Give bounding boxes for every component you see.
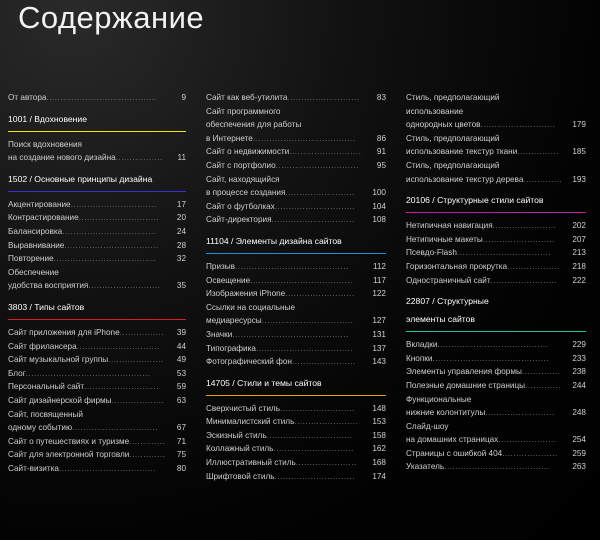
toc-leader-dots: ....................... — [291, 357, 356, 367]
toc-entry[interactable] — [406, 448, 586, 460]
toc-chapter[interactable] — [206, 377, 386, 396]
toc-leader-dots: ......................... — [285, 188, 355, 198]
toc-entry[interactable] — [206, 261, 386, 273]
toc-leader-dots: ................... — [507, 261, 560, 271]
toc-leader-dots: ...................... — [295, 458, 357, 468]
toc-leader-dots: .............................. — [271, 215, 355, 225]
toc-chapter-rule — [8, 319, 186, 320]
toc-entry-label: Сайт для электронной торговли — [8, 450, 130, 460]
toc-columns — [0, 92, 600, 484]
toc-entry[interactable] — [406, 247, 586, 259]
toc-leader-dots: .............................. — [275, 160, 359, 170]
toc-page-number: 75 — [176, 450, 186, 460]
toc-entry[interactable] — [8, 240, 186, 252]
toc-entry[interactable] — [406, 106, 586, 118]
toc-chapter-rule — [8, 191, 186, 192]
toc-entry-label: Ссылки на социальные — [206, 302, 296, 312]
toc-entry-label: Выравнивание — [8, 240, 65, 250]
toc-page-number: 71 — [176, 436, 186, 446]
toc-page-number: 38 — [8, 301, 18, 312]
toc-entry-label: Псевдо-Flash — [406, 248, 457, 258]
toc-leader-dots: ............................. — [78, 213, 160, 223]
toc-entry-label: Эскизный стиль — [206, 430, 267, 440]
toc-entry[interactable] — [206, 106, 386, 118]
toc-entry-label: Минималистский стиль — [206, 417, 295, 427]
toc-entry-label: одному событию — [8, 423, 73, 433]
toc-page-number: 24 — [176, 226, 186, 236]
toc-entry-label: использование текстур ткани — [406, 147, 518, 157]
toc-entry-label: Сайт приложения для iPhone — [8, 327, 120, 337]
toc-entry-label: Призыв — [206, 261, 236, 271]
toc-leader-dots: ......................................... — [235, 261, 349, 271]
toc-entry-label: Сайт программного — [206, 106, 281, 116]
toc-entry-label: удобства восприятия — [8, 281, 89, 291]
toc-leader-dots: .......................................... — [432, 353, 549, 363]
toc-chapter-title — [8, 301, 186, 316]
toc-leader-dots: ......................... — [285, 289, 355, 299]
toc-chapter-rule — [8, 131, 186, 132]
toc-entry[interactable] — [206, 457, 386, 469]
toc-leader-dots: .......................... — [88, 281, 161, 291]
toc-entry-label: Сверхчистый стиль — [206, 403, 280, 413]
toc-page-number: 174 — [372, 471, 386, 481]
toc-leader-dots: .................................. — [62, 226, 157, 236]
toc-entry-label: Элементы управления формы — [406, 367, 522, 377]
toc-entry-label: Стиль, предполагающий — [406, 93, 500, 102]
toc-page-number: 168 — [372, 458, 386, 468]
toc-page-number: 244 — [572, 380, 586, 390]
toc-leader-dots: ......................... — [485, 408, 555, 418]
toc-entry[interactable] — [8, 92, 186, 104]
toc-entry-label: Контрастирование — [8, 213, 79, 223]
toc-entry[interactable] — [8, 152, 186, 164]
toc-entry[interactable] — [406, 421, 586, 433]
toc-chapter[interactable] — [406, 295, 586, 332]
toc-page-number: 86 — [376, 133, 386, 143]
toc-page-number: 91 — [376, 147, 386, 157]
toc-leader-dots: ........................................ — [437, 340, 549, 350]
toc-page-number: 201 — [406, 195, 421, 206]
toc-leader-dots: ..................................... — [53, 254, 157, 264]
toc-page-number: 158 — [372, 430, 386, 440]
toc-page-number: 137 — [372, 343, 386, 353]
toc-page-number: 207 — [572, 234, 586, 244]
toc-column-1 — [0, 92, 200, 484]
toc-chapter[interactable] — [8, 173, 186, 192]
toc-entry[interactable] — [406, 366, 586, 378]
toc-chapter-label: 06 / Структурные стили сайтов — [420, 195, 544, 206]
toc-entry[interactable] — [406, 92, 586, 104]
toc-entry-label: Сайт-директория — [206, 215, 272, 225]
toc-entry[interactable] — [406, 380, 586, 392]
toc-chapter-rule — [406, 331, 586, 332]
toc-entry[interactable] — [206, 174, 386, 186]
toc-page-number: 213 — [572, 248, 586, 258]
toc-chapter-title — [206, 377, 386, 392]
toc-leader-dots: ................................... — [58, 463, 157, 473]
toc-entry-label: Горизонтальная прокрутка — [406, 261, 508, 271]
toc-entry-label: Слайд-шоу — [406, 421, 449, 431]
toc-entry-label: Нетипичная навигация — [406, 221, 493, 231]
toc-entry-label: Указатель — [406, 462, 445, 472]
toc-leader-dots: ............................. — [274, 201, 356, 211]
toc-entry-label: Блог — [8, 368, 26, 378]
toc-leader-dots: ............................. — [274, 471, 355, 481]
toc-chapter-title — [406, 295, 586, 310]
toc-leader-dots: ............. — [129, 436, 166, 446]
toc-page-number: 67 — [176, 423, 186, 433]
toc-page-number: 131 — [372, 329, 386, 339]
toc-entry[interactable] — [8, 463, 186, 475]
toc-entry[interactable] — [8, 139, 186, 151]
toc-entry[interactable] — [206, 471, 386, 483]
toc-entry-label: Сайт о недвижимости — [206, 147, 290, 157]
toc-page-number: 202 — [572, 221, 586, 231]
toc-page-number: 100 — [372, 188, 386, 198]
toc-page-number: 117 — [372, 275, 386, 285]
toc-entry[interactable] — [206, 443, 386, 455]
toc-page-number: 11 — [177, 153, 186, 163]
toc-chapter-title — [206, 235, 386, 250]
toc-page-number: 53 — [176, 368, 186, 378]
toc-page-number: 229 — [572, 340, 586, 350]
toc-entry[interactable] — [8, 354, 186, 366]
toc-entry[interactable] — [406, 275, 586, 287]
toc-entry-label: Сайт фрилансера — [8, 341, 77, 351]
toc-entry[interactable] — [8, 381, 186, 393]
toc-entry-label: использование текстур дерева — [406, 174, 524, 184]
toc-chapter-label: 03 / Типы сайтов — [17, 301, 85, 312]
toc-page-number: 108 — [372, 215, 386, 225]
toc-entry[interactable] — [8, 409, 186, 421]
toc-entry-label: Нетипичные макеты — [406, 234, 483, 244]
toc-entry[interactable] — [206, 214, 386, 226]
toc-page-number: 95 — [376, 160, 386, 170]
toc-entry-label: Сайт о футболках — [206, 201, 275, 211]
toc-leader-dots: ................. — [115, 153, 163, 163]
toc-chapter-title — [8, 113, 186, 128]
toc-leader-dots: ........................... — [279, 403, 355, 413]
toc-entry-label: на создание нового дизайна — [8, 153, 116, 163]
toc-leader-dots: .......................... — [482, 234, 555, 244]
toc-entry-label: Балансировка — [8, 226, 63, 236]
toc-leader-dots: ..................................... — [250, 275, 353, 285]
toc-entry-label: использование — [406, 106, 464, 116]
toc-leader-dots: ............... — [517, 147, 559, 157]
toc-leader-dots: .................... — [108, 355, 164, 365]
toc-entry-label: в процессе создания — [206, 188, 286, 198]
toc-entry-label: Фотографический фон — [206, 357, 292, 367]
toc-leader-dots: ............................. — [273, 444, 354, 454]
toc-entry[interactable] — [206, 430, 386, 442]
toc-entry-label: От автора — [8, 93, 47, 102]
page-title: Содержание — [18, 0, 205, 35]
toc-leader-dots: ..................... — [498, 435, 557, 445]
toc-entry-label: Полезные домашние страницы — [406, 380, 526, 390]
toc-entry-label: в Интернете — [206, 133, 253, 143]
toc-column-2 — [200, 92, 400, 484]
toc-entry[interactable] — [206, 92, 386, 104]
toc-leader-dots: ........................ — [490, 275, 558, 285]
toc-leader-dots: ............................... — [70, 199, 157, 209]
toc-entry-label: Функциональные — [406, 394, 472, 404]
toc-page-number: 35 — [176, 281, 186, 291]
toc-leader-dots: .......................................... — [232, 329, 349, 339]
toc-chapter-rule — [406, 212, 586, 213]
toc-leader-dots: ................................... — [255, 343, 354, 353]
toc-leader-dots: ............................... — [72, 423, 159, 433]
toc-page-number: 193 — [572, 174, 586, 184]
toc-entry-label: Шрифтовой стиль — [206, 471, 275, 481]
toc-entry[interactable] — [406, 461, 586, 473]
toc-page-number: 63 — [176, 395, 186, 405]
toc-chapter-label: 07 / Структурные — [420, 296, 489, 307]
toc-chapter-label-cont: элементы сайтов — [406, 314, 475, 325]
toc-entry[interactable] — [8, 212, 186, 224]
toc-leader-dots: ............................... — [266, 430, 353, 440]
toc-page-number: 143 — [372, 357, 386, 367]
toc-page-number: 148 — [372, 403, 386, 413]
toc-entry[interactable] — [8, 436, 186, 448]
toc-entry-label: медиаресурсы — [206, 316, 262, 326]
toc-entry-label: Обеспечение — [8, 267, 59, 277]
toc-chapter[interactable] — [8, 113, 186, 132]
toc-entry[interactable] — [406, 146, 586, 158]
toc-page-number: 80 — [176, 463, 186, 473]
toc-entry[interactable] — [206, 329, 386, 341]
toc-entry[interactable] — [206, 416, 386, 428]
toc-entry[interactable] — [8, 226, 186, 238]
toc-leader-dots: ............. — [525, 380, 562, 390]
toc-entry[interactable] — [406, 407, 586, 419]
toc-page-number: 179 — [572, 120, 586, 130]
toc-page-number: 162 — [372, 444, 386, 454]
toc-entry-label: Стиль, предполагающий — [406, 133, 500, 143]
toc-entry-label: Вкладки — [406, 340, 438, 350]
toc-chapter-label: 02 / Основные принципы дизайна — [17, 173, 153, 184]
toc-page-number: 32 — [176, 254, 186, 264]
toc-page-number: 15 — [8, 173, 18, 184]
toc-entry[interactable] — [8, 341, 186, 353]
toc-leader-dots: .............. — [521, 367, 561, 377]
toc-entry[interactable] — [206, 275, 386, 287]
toc-page-number: 17 — [176, 199, 186, 209]
toc-entry[interactable] — [406, 261, 586, 273]
toc-entry[interactable] — [406, 160, 586, 172]
toc-entry[interactable] — [406, 220, 586, 232]
toc-entry-label: Сайт-визитка — [8, 463, 59, 473]
toc-leader-dots: .......................... — [287, 93, 360, 102]
toc-entry[interactable] — [206, 187, 386, 199]
toc-page-number: 10 — [8, 113, 18, 124]
toc-leader-dots: ............. — [129, 450, 166, 460]
toc-page-number: 112 — [372, 261, 386, 271]
toc-leader-dots: ..................................... — [252, 133, 356, 143]
toc-page-number: 127 — [372, 316, 386, 326]
toc-entry[interactable] — [8, 422, 186, 434]
toc-page-number: 28 — [176, 240, 186, 250]
toc-entry-label: Акцентирование — [8, 199, 71, 209]
toc-entry[interactable] — [206, 302, 386, 314]
toc-leader-dots: ................................. — [261, 316, 354, 326]
toc-entry-label: Изображения iPhone — [206, 289, 286, 299]
toc-leader-dots: .............................. — [76, 341, 160, 351]
toc-entry-label: на домашних страницах — [406, 435, 499, 445]
toc-entry[interactable] — [8, 253, 186, 265]
toc-page-number: 83 — [376, 93, 386, 102]
toc-page-number: 218 — [572, 261, 586, 271]
toc-entry-label: Кнопки — [406, 353, 433, 363]
toc-page-number: 39 — [176, 327, 186, 337]
toc-entry[interactable] — [8, 368, 186, 380]
toc-leader-dots: ........................... — [84, 382, 159, 392]
toc-page-number: 233 — [572, 353, 586, 363]
toc-page-number: 228 — [406, 296, 421, 307]
toc-entry[interactable] — [8, 280, 186, 292]
toc-page-number: 254 — [572, 435, 586, 445]
toc-chapter[interactable] — [8, 301, 186, 320]
toc-page-number: 153 — [372, 417, 386, 427]
toc-page-number: 9 — [181, 93, 186, 102]
toc-entry[interactable] — [206, 315, 386, 327]
toc-leader-dots: .................................. — [64, 240, 159, 250]
toc-entry[interactable] — [8, 267, 186, 279]
toc-entry-label: Иллюстративный стиль — [206, 458, 296, 468]
toc-entry-label: Сайт музыкальной группы — [8, 355, 109, 365]
toc-entry[interactable] — [406, 339, 586, 351]
toc-entry-label: Поиск вдохновения — [8, 139, 82, 149]
toc-page-number: 20 — [176, 213, 186, 223]
toc-page-number: 259 — [572, 448, 586, 458]
toc-entry[interactable] — [406, 434, 586, 446]
toc-entry-label: однородных цветов — [406, 120, 481, 130]
toc-entry[interactable] — [406, 174, 586, 186]
toc-entry[interactable] — [206, 356, 386, 368]
toc-chapter-label: 01 / Вдохновение — [17, 113, 88, 124]
toc-chapter-label: 04 / Элементы дизайна сайтов — [219, 235, 342, 246]
toc-entry[interactable] — [206, 201, 386, 213]
toc-entry[interactable] — [8, 449, 186, 461]
toc-leader-dots: ................... — [111, 395, 165, 405]
toc-entry[interactable] — [406, 353, 586, 365]
toc-leader-dots: .................................. — [456, 248, 552, 258]
toc-entry-label: Сайт с портфолио — [206, 160, 276, 170]
toc-entry[interactable] — [8, 199, 186, 211]
toc-entry-label: Сайт как веб-утилита — [206, 93, 288, 102]
toc-entry-label: Одностраничный сайт — [406, 275, 491, 285]
toc-page-number: 104 — [372, 201, 386, 211]
toc-entry[interactable] — [8, 327, 186, 339]
toc-page-number: 111 — [206, 235, 220, 246]
toc-leader-dots: ........................................ — [46, 93, 158, 102]
toc-chapter-title — [8, 173, 186, 188]
toc-entry[interactable] — [406, 119, 586, 131]
toc-chapter-title — [406, 194, 586, 209]
toc-page-number: 185 — [572, 147, 586, 157]
toc-entry[interactable] — [206, 343, 386, 355]
toc-page-number: 238 — [572, 367, 586, 377]
toc-entry-label: Повторение — [8, 254, 54, 264]
toc-entry[interactable] — [206, 403, 386, 415]
toc-entry[interactable] — [406, 133, 586, 145]
toc-entry[interactable] — [8, 395, 186, 407]
toc-chapter[interactable] — [406, 194, 586, 213]
toc-entry-label: Сайт дизайнерской фирмы — [8, 395, 112, 405]
toc-entry-label: Страницы с ошибкой 404 — [406, 448, 503, 458]
toc-page-number: 248 — [572, 408, 586, 418]
toc-leader-dots: ................ — [119, 327, 165, 337]
toc-page-number: 147 — [206, 377, 221, 388]
toc-leader-dots: ............................................. — [25, 368, 151, 378]
toc-leader-dots: ....................... — [294, 417, 359, 427]
toc-entry-label: Сайт о путешествиях и туризме — [8, 436, 130, 446]
toc-entry-label: Сайт, посвященный — [8, 409, 83, 419]
toc-entry[interactable] — [406, 234, 586, 246]
toc-entry-label: Персональный сайт — [8, 382, 85, 392]
toc-page-number: 44 — [176, 341, 186, 351]
toc-entry[interactable] — [406, 394, 586, 406]
toc-leader-dots: .............. — [523, 174, 563, 184]
toc-page-number: 59 — [176, 382, 186, 392]
toc-entry-label: Сайт, находящийся — [206, 174, 280, 184]
toc-leader-dots: ........................... — [480, 120, 556, 130]
toc-entry-label: Стиль, предполагающий — [406, 160, 500, 170]
toc-entry[interactable] — [206, 133, 386, 145]
toc-entry[interactable] — [206, 160, 386, 172]
toc-column-3 — [400, 92, 600, 484]
toc-entry[interactable] — [206, 146, 386, 158]
toc-entry[interactable] — [206, 288, 386, 300]
toc-leader-dots: .......................... — [289, 147, 362, 157]
toc-entry-label: Коллажный стиль — [206, 444, 274, 454]
toc-entry[interactable] — [206, 119, 386, 131]
toc-chapter-label: 05 / Стили и темы сайтов — [220, 377, 322, 388]
toc-page-number: 122 — [372, 289, 386, 299]
toc-chapter-rule — [206, 253, 386, 254]
toc-page-number: 263 — [572, 462, 586, 472]
toc-entry-label: Типографика — [206, 343, 256, 353]
toc-entry-label: обеспечения для работы — [206, 120, 302, 130]
toc-chapter[interactable] — [206, 235, 386, 254]
toc-entry-label: Освещение — [206, 275, 251, 285]
toc-leader-dots: ...................................... — [444, 462, 550, 472]
toc-entry-label: нижние колонтитулы — [406, 408, 486, 418]
toc-chapter-rule — [206, 395, 386, 396]
toc-page-number: 49 — [176, 355, 186, 365]
toc-leader-dots: ....................... — [492, 221, 557, 231]
toc-page-number: 222 — [572, 275, 586, 285]
toc-entry-label: Значки — [206, 329, 233, 339]
toc-leader-dots: .................... — [502, 448, 558, 458]
toc-chapter-title-cont — [406, 313, 586, 328]
